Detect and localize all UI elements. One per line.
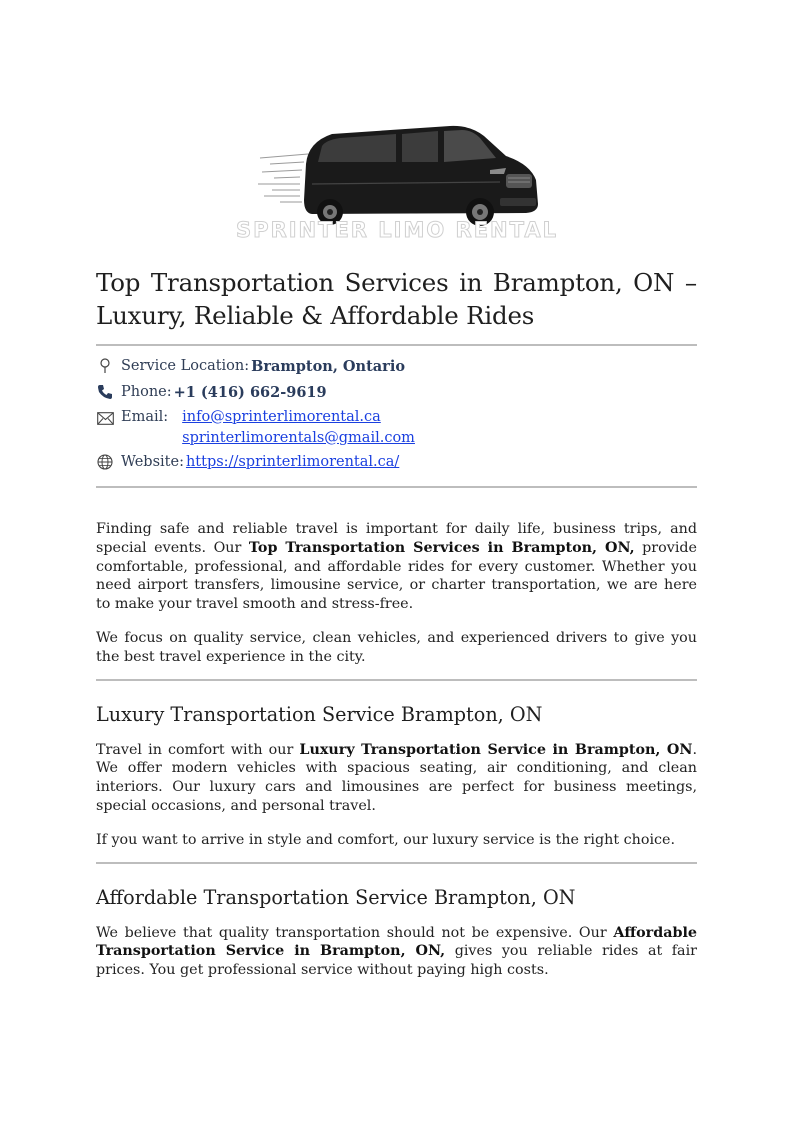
- intro-paragraph-1: [96, 520, 697, 614]
- speed-lines: [258, 154, 308, 202]
- location-label: Service Location:: [121, 358, 250, 374]
- phone-row: [96, 380, 697, 404]
- location-pin-icon: [96, 357, 114, 375]
- envelope-icon: [96, 409, 114, 427]
- affordable-text-b: gives you reliable rides at fair prices. You get professional service without paying high costs.: [96, 943, 697, 979]
- page-title: Top Transportation Services in Brampton, ON – Luxury, Reliable & Affordable Rides: [96, 268, 697, 330]
- affordable-text-a: We believe that quality transportation should not be expensive. Our: [96, 924, 614, 941]
- affordable-heading: Affordable Transportation Service Brampton, ON: [96, 885, 576, 909]
- luxury-heading: Luxury Transportation Service Brampton, ON: [96, 702, 543, 726]
- website-label: Website:: [121, 454, 184, 470]
- luxury-text-bold: Luxury Transportation Service in Brampton, ON: [299, 741, 693, 758]
- email-link-primary[interactable]: info@sprinterlimorental.ca: [182, 408, 381, 425]
- email-label: Email:: [121, 408, 169, 425]
- phone-label: Phone:: [121, 384, 172, 400]
- phone-value[interactable]: +1 (416) 662-9619: [173, 383, 327, 401]
- luxury-text-a: Travel in comfort with our: [96, 741, 300, 758]
- contact-block: [96, 354, 697, 474]
- email-row: [96, 406, 697, 448]
- main-content: [96, 266, 697, 980]
- website-link[interactable]: https://sprinterlimorental.ca/: [185, 454, 400, 470]
- van-body: [304, 126, 538, 226]
- phone-icon: [96, 383, 114, 401]
- affordable-text-bold: Affordable Transportation Service in Brampton, ON,: [96, 924, 697, 960]
- luxury-paragraph-2: If you want to arrive in style and comfort, our luxury service is the right choice.: [96, 831, 676, 848]
- intro-text-a: Finding safe and reliable travel is important for daily life, business trips, and special events. Our: [96, 521, 697, 556]
- globe-icon: [96, 453, 114, 471]
- email-link-secondary[interactable]: sprinterlimorentals@gmail.com: [182, 429, 415, 446]
- intro-paragraph-2: We focus on quality service, clean vehicles, and experienced drivers to give you the best travel experience in the city.: [96, 629, 697, 665]
- brand-logo: [200, 118, 594, 248]
- location-value: Brampton, Ontario: [251, 357, 406, 375]
- luxury-text-b: . We offer modern vehicles with spacious seating, air conditioning, and clean interiors. Our luxury cars and limousines are perfect for business meetings, special occasions, and personal travel.: [96, 741, 697, 814]
- logo-text: SPRINTER LIMO RENTAL: [236, 218, 558, 242]
- website-row: [96, 450, 697, 474]
- location-row: [96, 354, 697, 378]
- intro-text-bold: Top Transportation Services in Brampton, ON,: [248, 539, 635, 556]
- luxury-paragraph-1: [96, 741, 697, 816]
- intro-text-b: provide comfortable, professional, and affordable rides for every customer. Whether you need airport transfers, limousine service, or charter transportation, we are here to make your travel smooth and stress-free.: [96, 539, 698, 613]
- affordable-paragraph-1: [96, 924, 697, 980]
